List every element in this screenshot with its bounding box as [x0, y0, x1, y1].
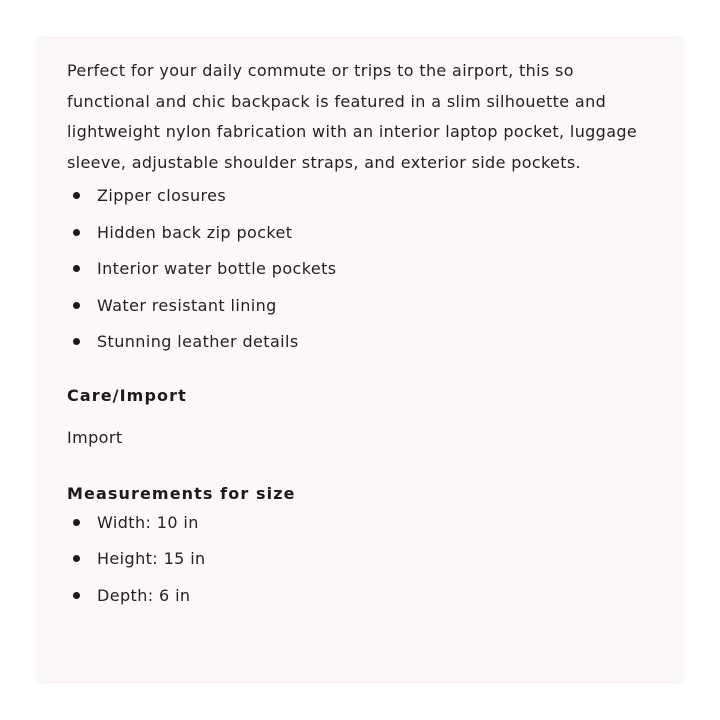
measurement-text: Depth: 6 in — [97, 585, 191, 605]
bullet-icon — [73, 338, 80, 345]
bullet-icon — [73, 555, 80, 562]
list-item — [67, 288, 654, 325]
list-item — [67, 178, 654, 215]
measurements-heading: Measurements for size — [67, 483, 296, 503]
list-item — [67, 578, 654, 615]
feature-text: Zipper closures — [97, 186, 227, 205]
list-item — [67, 541, 654, 578]
feature-text: Water resistant lining — [97, 295, 277, 315]
list-item — [67, 215, 654, 252]
product-description: Perfect for your daily commute or trips to the airport, this so functional and chic backpack is featured in a slim silhouette and lightweight nylon fabrication with an interior laptop pocket, luggage sleeve, adjustable shoulder straps, and exterior side pockets. — [67, 61, 638, 172]
bullet-icon — [73, 302, 80, 309]
feature-text: Hidden back zip pocket — [97, 222, 293, 242]
feature-list — [67, 178, 654, 361]
bullet-icon — [73, 592, 80, 599]
product-details-card — [36, 36, 684, 684]
measurement-text: Width: 10 in — [97, 512, 199, 532]
care-import-text: Import — [67, 427, 123, 447]
measurements-list — [67, 505, 654, 615]
list-item — [67, 505, 654, 542]
care-import-heading: Care/Import — [67, 385, 187, 405]
bullet-icon — [73, 192, 80, 199]
feature-text: Stunning leather details — [97, 332, 299, 351]
list-item — [67, 324, 654, 361]
bullet-icon — [73, 519, 80, 526]
bullet-icon — [73, 265, 80, 272]
bullet-icon — [73, 229, 80, 236]
measurement-text: Height: 15 in — [97, 549, 206, 568]
list-item — [67, 251, 654, 288]
feature-text: Interior water bottle pockets — [97, 259, 337, 278]
